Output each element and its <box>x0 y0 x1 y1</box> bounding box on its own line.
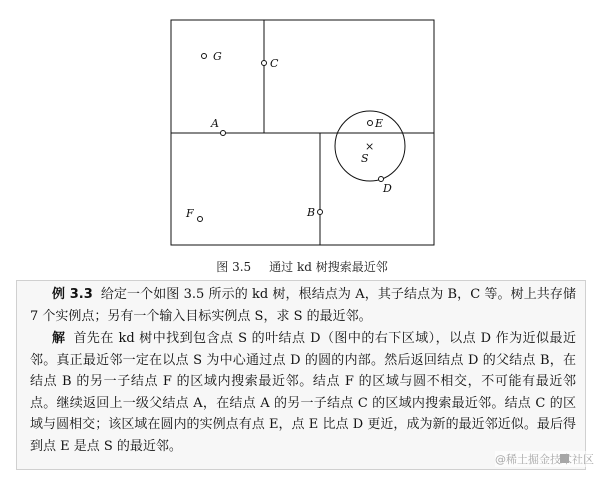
point-a-marker <box>221 131 226 136</box>
watermark: @稀土掘金技术社区 <box>495 453 594 466</box>
example-intro-text: 给定一个如图 3.5 所示的 kd 树，根结点为 A，其子结点为 B，C 等。树上共存储 7 个实例点；另有一个输入目标实例点 S，求 S 的最近邻。 <box>30 287 576 324</box>
point-d-label: D <box>383 182 392 195</box>
point-a-label: A <box>211 117 219 130</box>
example-paragraph <box>30 284 576 327</box>
point-c-marker <box>262 61 267 66</box>
point-b-label: B <box>307 206 316 219</box>
solution-text: 首先在 kd 树中找到包含点 S 的叶结点 D（图中的右下区域），以点 D 作为近似最近邻。真正最近邻一定在以点 S 为中心通过点 D 的圆的内部。然后返回结点 D 的父结点 B，在结点 B 的另一子结点 F 的区域内搜索最近邻。结点 F 的区域与圆不相交，不可能有最近邻点。继续返回上一级父结点 A，在结点 A 的另一子结点 C 的区域内搜索最近邻。结点 C 的区域与圆相交；该区域在圆内的实例点有点 E，点 E 比点 D 更近，成为新的最近邻近似。最后得到点 E 是点 S 的最近邻。 <box>30 331 576 454</box>
figure-caption-number: 图 3.5 <box>216 260 252 274</box>
point-b-marker <box>318 210 323 215</box>
point-g-marker <box>202 54 207 59</box>
solution-paragraph <box>30 328 576 457</box>
point-f-marker <box>198 217 203 222</box>
example-heading: 例 3.3 <box>52 287 93 302</box>
solution-heading: 解 <box>52 331 66 346</box>
point-c-label: C <box>270 57 279 70</box>
point-e-marker <box>368 121 373 126</box>
target-s-cross: × <box>365 140 375 153</box>
point-f-label: F <box>186 207 194 220</box>
point-d-marker <box>379 177 384 182</box>
figure-caption-text: 通过 kd 树搜索最近邻 <box>269 260 388 274</box>
point-e-label: E <box>375 117 384 130</box>
figure-caption <box>0 258 604 275</box>
point-g-label: G <box>213 50 222 63</box>
target-s-label: S <box>361 152 369 165</box>
